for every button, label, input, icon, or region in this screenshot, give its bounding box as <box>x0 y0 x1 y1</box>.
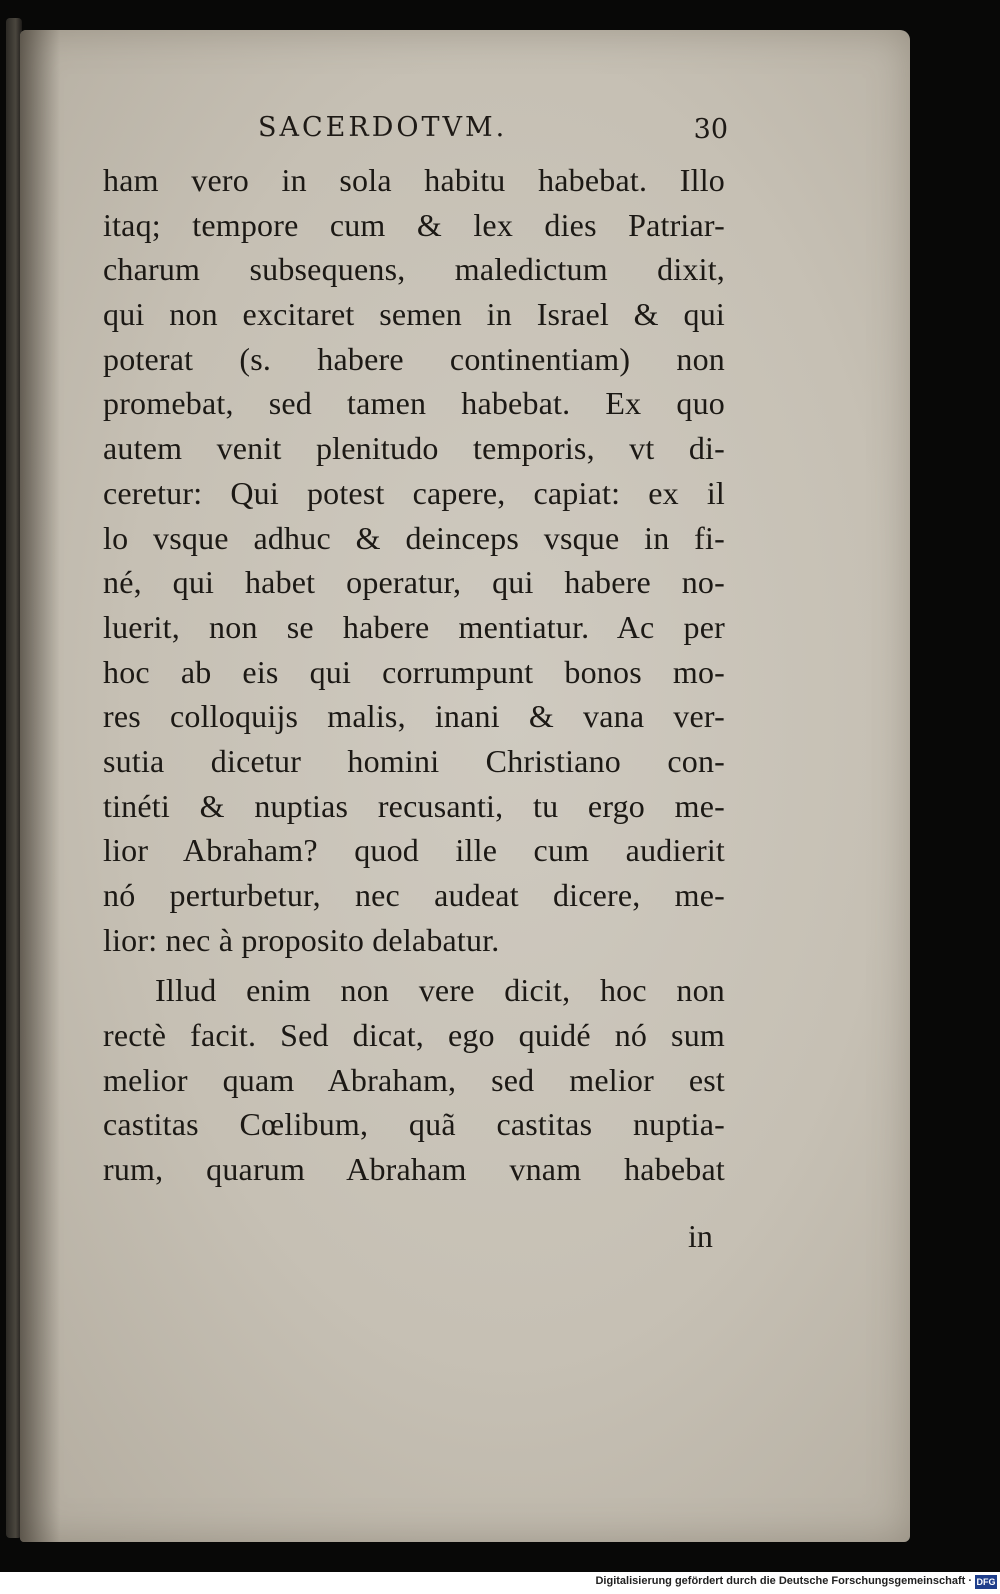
dfg-logo-icon: DFG <box>976 1577 996 1587</box>
body-text <box>103 158 725 1192</box>
text-line: luerit, non se habere mentiatur. Ac per <box>103 608 725 645</box>
text-line: melior quam Abraham, sed melior est <box>103 1061 725 1098</box>
text-line: lior Abraham? quod ille cum audierit <box>103 832 725 869</box>
text-line: lo vsque adhuc & deinceps vsque in fi- <box>103 519 725 556</box>
text-line: sutia dicetur homini Christiano con- <box>103 742 725 779</box>
text-line: qui non excitaret semen in Israel & qui <box>103 296 725 333</box>
text-line: castitas Cœlibum, quã castitas nuptia- <box>103 1106 725 1143</box>
page-number: 30 <box>693 114 728 145</box>
text-line: hoc ab eis qui corrumpunt bonos mo- <box>103 653 725 690</box>
text-line: nó perturbetur, nec audeat dicere, me- <box>103 877 725 913</box>
text-line: né, qui habet operatur, qui habere no- <box>103 564 725 601</box>
text-line: rum, quarum Abraham vnam habebat <box>103 1151 725 1188</box>
text-line: res colloquijs malis, inani & vana ver- <box>103 698 725 735</box>
text-line: tinéti & nuptias recusanti, tu ergo me- <box>103 787 725 824</box>
text-line: promebat, sed tamen habebat. Ex quo <box>103 385 725 422</box>
text-line: poterat (s. habere continentiam) non <box>103 340 725 377</box>
text-line: charum subsequens, maledictum dixit, <box>103 251 725 288</box>
text-line: itaq; tempore cum & lex dies Patriar- <box>103 206 725 243</box>
running-head: SACERDOTVM. <box>258 112 508 143</box>
funding-credit: Digitalisierung gefördert durch die Deutsche Forschungsgemeinschaft · <box>595 1575 972 1587</box>
footer-bar <box>0 1572 1000 1594</box>
page-gutter-shadow <box>20 30 60 1542</box>
text-line: rectè facit. Sed dicat, ego quidé nó sum <box>103 1017 725 1054</box>
page-header <box>258 112 728 152</box>
text-line: autem venit plenitudo temporis, vt di- <box>103 430 725 467</box>
paragraph-start-line: Illud enim non vere dicit, hoc non <box>155 972 725 1009</box>
text-line: ham vero in sola habitu habebat. Illo <box>103 162 725 198</box>
paragraph-end-line: lior: nec à proposito delabatur. <box>103 921 500 958</box>
text-line: ceretur: Qui potest capere, capiat: ex il <box>103 474 725 511</box>
catchword: in <box>688 1218 713 1254</box>
